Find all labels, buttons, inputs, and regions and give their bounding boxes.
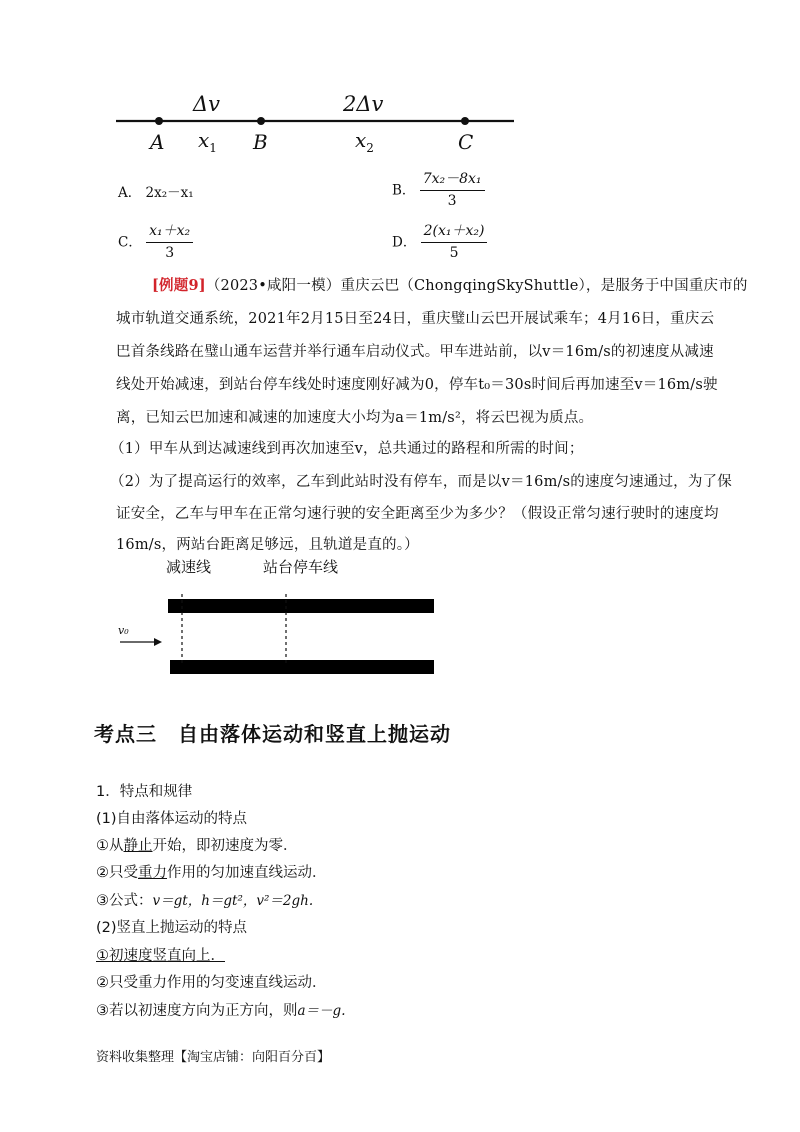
delta-v-label: Δv xyxy=(193,92,221,116)
footer-text: 资料收集整理【淘宝店铺：向阳百分百】 xyxy=(96,1050,331,1065)
sub-1: (1)自由落体运动的特点 xyxy=(96,811,248,827)
option-b-fraction xyxy=(420,168,485,209)
example-tag: [例题9] xyxy=(152,277,206,294)
option-d[interactable] xyxy=(392,220,487,261)
feature-1: ①从静止开始，即初速度为零． xyxy=(96,838,298,854)
point-c-dot xyxy=(461,117,469,125)
option-b-numerator: 7x₂－8x₁ xyxy=(420,168,485,191)
example-9-line-1: [例题9]（2023•咸阳一模）重庆云巴（ChongqingSkyShuttle），是服务于中国重庆市的 xyxy=(152,277,748,294)
point-c-label: C xyxy=(458,130,474,154)
underlined-gravity: 重力 xyxy=(138,865,167,881)
option-c[interactable] xyxy=(118,220,193,261)
two-delta-v-label: 2Δv xyxy=(343,92,384,116)
option-d-label: D． xyxy=(392,234,417,251)
example-9-line-5: 离，已知云巴加速和减速的加速度大小均为a＝1m/s²，将云巴视为质点。 xyxy=(116,410,594,426)
example-9-line-4: 线处开始减速，到站台停车线处时速度刚好减为0，停车t₀＝30s时间后再加速至v＝16m/s驶 xyxy=(116,377,718,393)
option-b-denominator: 3 xyxy=(447,193,457,209)
feature-2: ②只受重力作用的匀加速直线运动． xyxy=(96,865,327,881)
question-1: （1）甲车从到达减速线到再次加速至v，总共通过的路程和所需的时间； xyxy=(110,441,584,457)
projectile-1: ①初速度竖直向上． xyxy=(96,948,225,964)
question-2-line-1: （2）为了提高运行的效率，乙车到此站时没有停车，而是以v＝16m/s的速度匀速通过，为了保 xyxy=(110,474,732,490)
option-d-numerator: 2(x₁＋x₂) xyxy=(421,220,488,243)
sub-2: (2)竖直上抛运动的特点 xyxy=(96,920,248,936)
example-9-line-2: 城市轨道交通系统，2021年2月15日至24日，重庆璧山云巴开展试乘车；4月16日，重庆云 xyxy=(116,311,715,327)
projectile-3: ③若以初速度方向为正方向，则a＝－g. xyxy=(96,1003,346,1019)
option-b-label: B． xyxy=(392,182,416,199)
point-b-dot xyxy=(257,117,265,125)
option-c-denominator: 3 xyxy=(165,245,175,261)
option-d-fraction xyxy=(421,220,488,261)
example-9-line-3: 巴首条线路在璧山通车运营并举行通车启动仪式。甲车进站前，以v＝16m/s的初速度从减速 xyxy=(116,344,714,360)
formula-acceleration: a＝－g. xyxy=(297,1003,346,1019)
option-d-denominator: 5 xyxy=(449,245,459,261)
section-heading: 考点三 自由落体运动和竖直上抛运动 xyxy=(94,722,451,746)
option-a-text: 2x₂－x₁ xyxy=(145,185,194,201)
question-2-line-3: 16m/s，两站台距离足够远，且轨道是直的。） xyxy=(116,537,419,553)
option-a-label: A． xyxy=(118,185,142,201)
x2-label: $x_2$ xyxy=(355,128,374,155)
point-a-dot xyxy=(155,117,163,125)
point-a-label: A xyxy=(150,130,165,154)
stop-line-label: 站台停车线 xyxy=(263,558,339,576)
upper-rail xyxy=(168,599,434,613)
option-a[interactable] xyxy=(118,181,194,201)
option-b[interactable] xyxy=(392,168,485,209)
projectile-2: ②只受重力作用的匀变速直线运动． xyxy=(96,975,327,991)
option-c-numerator: x₁＋x₂ xyxy=(146,220,193,243)
v0-label: v₀ xyxy=(118,624,129,637)
point-b-label: B xyxy=(253,130,268,154)
option-c-fraction xyxy=(146,220,193,261)
decel-line-label: 减速线 xyxy=(166,558,212,576)
option-c-label: C． xyxy=(118,234,142,251)
x1-label: $x_1$ xyxy=(198,128,217,155)
track-svg xyxy=(110,590,440,680)
underlined-static: 静止 xyxy=(123,838,153,854)
item-1: 1．特点和规律 xyxy=(96,784,193,800)
formula-free-fall: v＝gt，h＝gt²，v²＝2gh. xyxy=(152,893,314,909)
velocity-arrowhead xyxy=(154,638,162,646)
feature-3: ③公式：v＝gt，h＝gt²，v²＝2gh. xyxy=(96,893,314,909)
question-2-line-2: 证安全，乙车与甲车在正常匀速行驶的安全距离至少为多少？（假设正常匀速行驶时的速度均 xyxy=(116,506,719,522)
lower-rail xyxy=(170,660,434,674)
